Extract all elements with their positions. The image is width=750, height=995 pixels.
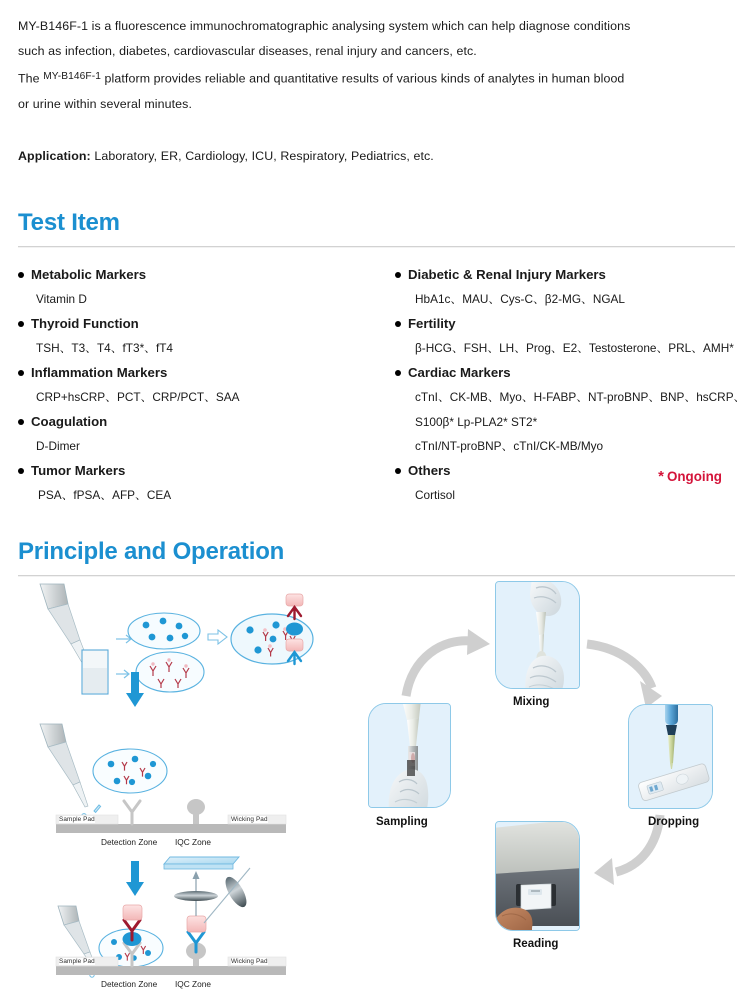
wicking-pad-label-1: Wicking Pad <box>231 815 268 823</box>
sample-mix-circle-1 <box>93 749 167 793</box>
bullet-icon <box>18 272 24 278</box>
sample-pad-label-1: Sample Pad <box>59 815 95 823</box>
sampling-photo <box>368 703 451 808</box>
flow-arrow-open <box>208 630 227 644</box>
iqc-zone-complex <box>186 916 206 966</box>
group-title: Coagulation <box>31 413 108 429</box>
test-item-left-column <box>18 263 379 508</box>
arrowhead-3 <box>594 858 614 885</box>
step-label-dropping: Dropping <box>648 815 700 828</box>
principle-diagram <box>0 576 750 989</box>
group-title: Fertility <box>408 315 456 331</box>
group-coagulation <box>18 410 379 459</box>
bullet-icon <box>395 272 401 278</box>
flow-arrow-small-2 <box>116 670 129 678</box>
application-line <box>18 144 732 169</box>
intro-line-3-pre: The <box>18 71 44 86</box>
bullet-icon <box>395 321 401 327</box>
legend-antigen-dot <box>286 622 303 635</box>
principle-section <box>0 537 750 989</box>
step-label-sampling: Sampling <box>376 815 428 828</box>
optics-assembly <box>164 857 251 923</box>
group-fertility <box>395 312 740 361</box>
bullet-icon <box>18 370 24 376</box>
ongoing-note <box>658 468 722 485</box>
reaction-schematic <box>18 576 318 989</box>
group-cardiac-markers <box>395 361 746 459</box>
asterisk-icon: * <box>658 467 664 485</box>
operation-cycle <box>350 576 750 976</box>
bullet-icon <box>395 468 401 474</box>
group-items-line-3: cTnI/NT-proBNP、cTnI/CK-MB/Myo <box>415 439 604 453</box>
step-label-reading: Reading <box>513 937 559 950</box>
detection-zone-label-2: Detection Zone <box>101 978 158 989</box>
group-items: HbA1c、MAU、Cys-C、β2-MG、NGAL <box>415 292 625 306</box>
test-item-heading: Test Item <box>18 208 120 236</box>
iqc-zone-label-1: IQC Zone <box>175 836 211 847</box>
group-items: cTnI、CK-MB、Myo、H-FABP、NT-proBNP、BNP、hsCRP、 <box>415 390 746 404</box>
bullet-icon <box>18 419 24 425</box>
intro-line-2: such as infection, diabetes, cardiovascular diseases, renal injury and cancers, etc. <box>18 44 477 58</box>
reagent-antibody-circle <box>136 652 204 692</box>
step-label-mixing: Mixing <box>513 695 550 708</box>
group-items-line-2: S100β* Lp-PLA2* ST2* <box>415 414 538 429</box>
detection-zone-label-1: Detection Zone <box>101 836 158 847</box>
test-item-section <box>0 209 750 508</box>
intro-line-1: MY-B146F-1 is a fluorescence immunochromatographic analysing system which can help diagnose conditions <box>18 19 631 33</box>
group-items: TSH、T3、T4、fT3*、fT4 <box>36 341 173 355</box>
wicking-pad-label-2: Wicking Pad <box>231 957 268 965</box>
group-items: Vitamin D <box>36 292 87 306</box>
pipette-mid-icon <box>40 724 88 807</box>
application-label: Application: <box>18 148 91 163</box>
group-title: Tumor Markers <box>31 462 126 478</box>
group-title: Diabetic & Renal Injury Markers <box>408 266 606 282</box>
down-arrow-2 <box>126 861 144 896</box>
iqc-zone-label-2: IQC Zone <box>175 978 211 989</box>
sample-antigen-circle <box>128 613 200 649</box>
group-thyroid-function <box>18 312 379 361</box>
group-items: CRP+hsCRP、PCT、CRP/PCT、SAA <box>36 390 240 404</box>
intro-line-3-post: platform provides reliable and quantitative results of various kinds of analytes in human blood <box>101 71 625 86</box>
ongoing-label: Ongoing <box>666 468 722 484</box>
test-item-columns <box>0 247 750 508</box>
legend-antibody-red <box>286 594 303 619</box>
sample-pad-label-2: Sample Pad <box>59 957 95 965</box>
group-diabetic-renal-injury-markers <box>395 263 740 312</box>
group-title: Cardiac Markers <box>408 364 511 380</box>
arrowhead-1 <box>467 629 490 655</box>
group-inflammation-markers <box>18 361 379 410</box>
arrow-mixing-to-dropping <box>587 644 652 688</box>
group-items: D-Dimer <box>36 439 80 453</box>
intro-block <box>0 0 750 169</box>
group-title: Thyroid Function <box>31 315 139 331</box>
flow-arrow-small-1 <box>116 635 131 643</box>
reaction-schematic-svg <box>18 576 318 976</box>
intro-line-3 <box>18 64 732 92</box>
bullet-icon <box>395 370 401 376</box>
dropping-photo <box>628 704 713 809</box>
product-model-superscript: MY-B146F-1 <box>43 71 102 82</box>
group-items: Cortisol <box>415 488 455 502</box>
detector-glass <box>164 857 239 869</box>
reading-photo <box>495 821 580 931</box>
group-items: β-HCG、FSH、LH、Prog、E2、Testosterone、PRL、AMH* <box>415 341 734 355</box>
bullet-icon <box>18 321 24 327</box>
mixing-photo <box>495 581 580 689</box>
group-items: PSA、fPSA、AFP、CEA <box>38 488 172 502</box>
cuvette-icon <box>82 650 108 694</box>
application-value: Laboratory, ER, Cardiology, ICU, Respiratory, Pediatrics, etc. <box>90 148 434 163</box>
group-title: Others <box>408 462 451 478</box>
bullet-icon <box>18 468 24 474</box>
group-tumor-markers <box>18 459 379 508</box>
intro-line-4: or urine within several minutes. <box>18 96 192 111</box>
group-title: Inflammation Markers <box>31 364 168 380</box>
principle-heading: Principle and Operation <box>18 537 285 565</box>
group-metabolic-markers <box>18 263 379 312</box>
arrow-sampling-to-mixing <box>406 640 472 695</box>
group-title: Metabolic Markers <box>31 266 147 282</box>
